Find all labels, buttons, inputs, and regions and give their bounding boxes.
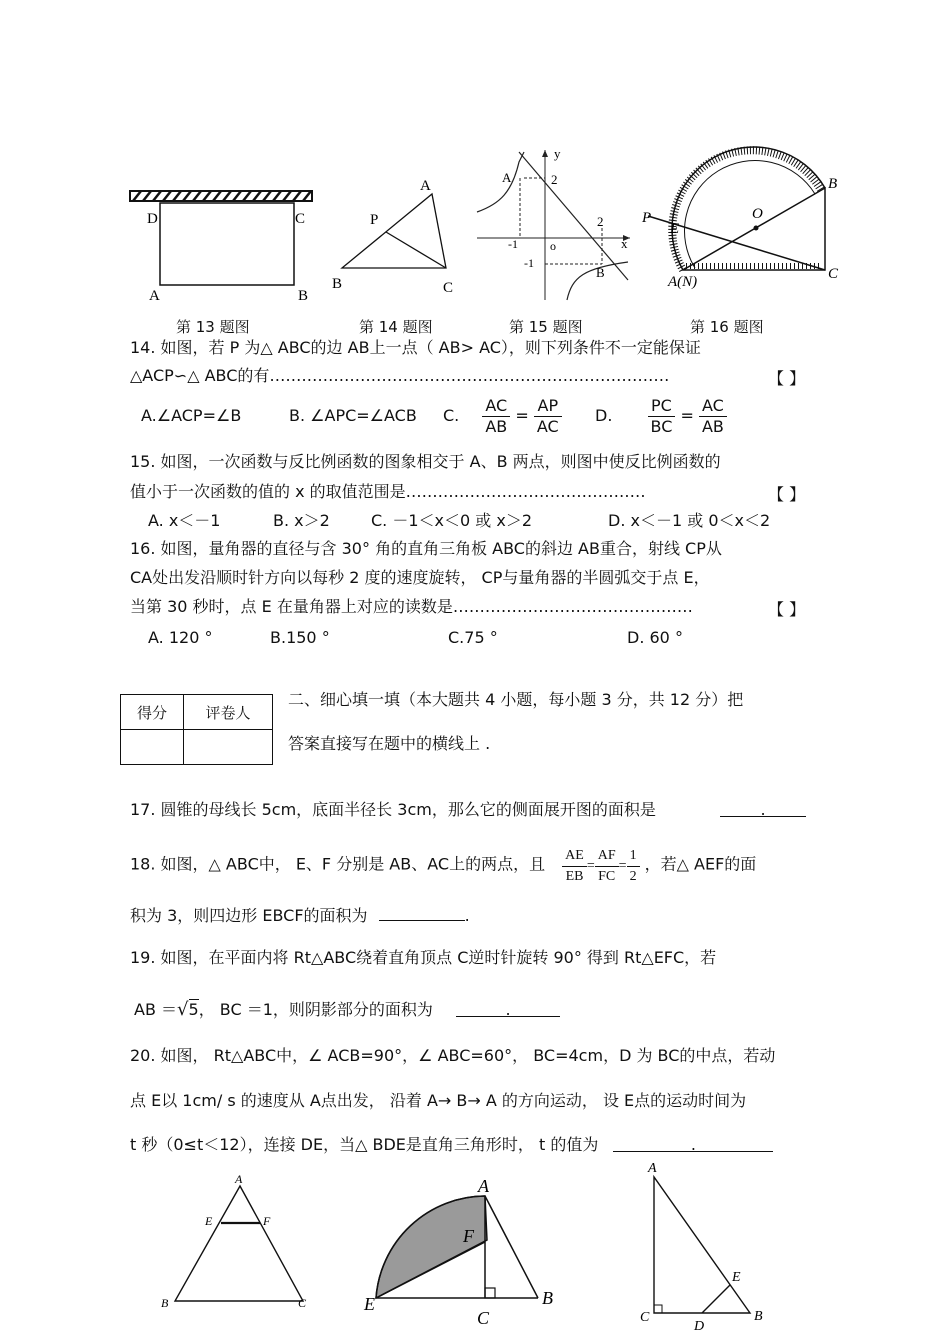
label-B: B [596,265,605,280]
q15-line1: 15. 如图，一次函数与反比例函数的图象相交于 A、B 两点，则图中使反比例函数的 [130,452,721,471]
label-D: D [694,1319,705,1334]
label-O: O [752,206,763,222]
segment-de [702,1285,730,1313]
q14-line1: 14. 如图，若 P 为△ ABC的边 AB上一点（ AB> AC），则下列条件不一定能保证 [130,338,701,357]
section2-heading-line2: 答案直接写在题中的横线上 . [288,734,491,753]
caption-fig13: 第 13 题图 [176,318,250,336]
label-E: E [732,1270,741,1285]
caption-fig14: 第 14 题图 [359,318,433,336]
q14-option-b: B. ∠APC=∠ACB [289,406,417,425]
label-B: B [298,288,309,304]
q16-option-a: A. 120 ° [148,628,213,647]
triangle-abc [654,1177,750,1313]
q19-line1: 19. 如图，在平面内将 Rt△ABC绕着直角顶点 C逆时针旋转 90° 得到 Rt△EFC，若 [130,948,717,967]
numerator: AP [534,396,562,417]
q19-ab: AB ＝ [134,1000,178,1019]
q15-line2: 值小于一次函数的值的 x 的取值范围是……………………………………… [130,482,646,501]
q18-answer-blank[interactable] [379,904,465,921]
right-angle-mark [654,1305,662,1313]
q16-line2: CA处出发沿顺时针方向以每秒 2 度的速度旋转， CP与量角器的半圆弧交于点 E， [130,568,710,587]
label-origin: o [550,239,556,253]
center-o [754,226,759,231]
q16-option-d: D. 60 ° [627,628,683,647]
figure-16 [638,140,848,300]
denominator: AC [536,417,559,436]
sqrt-symbol: √ [177,999,189,1020]
label-C: C [443,280,454,296]
segment-ab [485,1196,538,1298]
triangle-abc [342,194,446,268]
label-A: A [502,170,512,185]
equals: = [586,858,595,874]
q20-line2: 点 E以 1cm/ s 的速度从 A点出发， 沿着 A→ B→ A 的方向运动， 设 E点的运动时间为 [130,1091,747,1110]
caption-fig16: 第 16 题图 [690,318,764,336]
label-E: E [205,1214,213,1228]
label-2-y: 2 [551,172,558,187]
triangle-abc [175,1186,303,1301]
fraction [482,396,510,437]
right-angle-mark [485,1288,495,1298]
q14-option-a: A.∠ACP=∠B [141,406,242,425]
protractor-arc-inner [685,161,815,268]
label-C: C [828,266,839,282]
q19-bc: ， BC ＝1，则阴影部分的面积为 [198,1000,433,1019]
q14-answer-bracket: 【 】 [768,369,806,388]
q17-answer-blank[interactable] [720,800,806,820]
equals: = [680,406,694,425]
caption-fig15: 第 15 题图 [509,318,583,336]
score-label: 得分 [121,695,184,730]
q16-option-b: B.150 ° [270,628,330,647]
q17-text: 17. 圆锥的母线长 5cm，底面半径长 3cm，那么它的侧面展开图的面积是 [130,800,656,819]
label-neg1-x: -1 [508,237,518,251]
numerator: AF [595,846,619,867]
label-A: A [648,1161,657,1176]
q14-option-d [595,396,727,437]
q18-pre: 18. 如图，△ ABC中， E、F 分别是 AB、AC上的两点，且 [130,854,546,874]
denominator: BC [650,417,673,436]
sqrt-arg: 5 [188,1000,199,1019]
label-B: B [828,176,838,192]
ceiling-hatch [130,191,312,201]
q18-period: . [464,906,470,925]
section2-heading-line1: 二、细心填一填（本大题共 4 小题，每小题 3 分，共 12 分）把 [288,690,744,709]
q18-line2-text: 积为 3，则四边形 EBCF的面积为 [130,906,368,925]
label-A: A [478,1176,489,1196]
label-C: C [298,1296,307,1310]
linear-function-line [519,152,628,280]
grader-cell[interactable] [184,730,273,765]
q14-option-d-label: D. [595,406,613,425]
denominator: EB [565,869,584,884]
score-cell[interactable] [121,730,184,765]
label-F: F [463,1226,474,1246]
q18-post: ，若△ AEF的面 [644,854,757,874]
denominator: AB [485,417,508,436]
q18-line2 [130,904,470,926]
fraction [534,396,562,437]
equals: = [618,858,627,874]
q15-answer-bracket: 【 】 [768,485,806,504]
figure-18 [155,1170,325,1315]
label-2-x: 2 [597,214,604,229]
label-B: B [332,276,343,292]
y-axis-arrow [542,150,548,157]
q16-answer-bracket: 【 】 [768,600,806,619]
q20-line3-text: t 秒（0≤t＜12），连接 DE，当△ BDE是直角三角形时， t 的值为 [130,1135,599,1154]
numerator: AC [482,396,510,417]
rectangle-abcd [160,203,294,285]
q20-line1: 20. 如图， Rt△ABC中，∠ ACB=90°，∠ ABC=60°， BC=4cm，D 为 BC的中点，若动 [130,1046,776,1065]
equals: = [515,406,529,425]
label-P: P [370,212,379,228]
label-B: B [754,1309,763,1324]
label-C: C [477,1308,490,1328]
q18-line1 [130,846,756,887]
fraction [648,396,676,437]
q15-option-b: B. x＞2 [273,511,330,530]
label-A: A [149,288,160,304]
q16-line1: 16. 如图，量角器的直径与含 30° 角的直角三角板 ABC的斜边 AB重合，射线 CP从 [130,539,722,558]
numerator: AC [699,396,727,417]
answer-line: . [720,800,806,817]
label-B: B [161,1296,169,1310]
numerator: AE [562,846,587,867]
hyperbola-branch-left [477,152,524,212]
label-E: E [670,221,680,237]
numerator: 1 [627,846,640,867]
protractor-ticks [672,150,821,270]
denominator: FC [598,869,616,884]
label-F: F [263,1214,271,1228]
label-B: B [542,1288,553,1308]
figure-15 [472,142,637,302]
q14-option-c [443,396,562,437]
label-D: D [147,211,158,227]
label-C: C [295,211,306,227]
segment-pc [386,232,446,268]
figure-13 [125,185,320,310]
label-y: y [554,146,561,161]
denominator: 2 [629,869,637,884]
label-x: x [621,236,628,251]
label-A: A [235,1172,243,1186]
label-neg1-y: -1 [524,256,534,270]
q18-ratio [562,846,639,887]
figure-14 [330,172,460,300]
q15-option-c: C. －1＜x＜0 或 x＞2 [371,511,532,530]
label-C: C [640,1310,650,1325]
label-P: P [642,210,652,226]
figure-20 [630,1155,780,1335]
label-A: A [420,178,431,194]
q14-line2: △ACP∽△ ABC的有………………………………………………………………… [130,366,670,385]
q16-line3: 当第 30 秒时，点 E 在量角器上对应的读数是……………………………………… [130,597,693,616]
q15-option-d: D. x＜－1 或 0＜x＜2 [608,511,771,530]
q16-option-c: C.75 ° [448,628,498,647]
fraction [699,396,727,437]
denominator: AB [701,417,724,436]
q20-answer-blank[interactable]: . [613,1135,773,1152]
q20-line3 [130,1135,773,1155]
score-table [120,694,273,765]
q19-answer-blank[interactable]: . [456,1000,560,1017]
label-A: A(N) [668,274,698,290]
grader-label: 评卷人 [184,695,273,730]
numerator: PC [648,396,676,417]
q19-line2 [134,1000,560,1020]
label-E: E [364,1294,375,1314]
q14-option-c-label: C. [443,406,460,425]
q15-option-a: A. x＜－1 [148,511,221,530]
figure-19 [360,1170,570,1330]
